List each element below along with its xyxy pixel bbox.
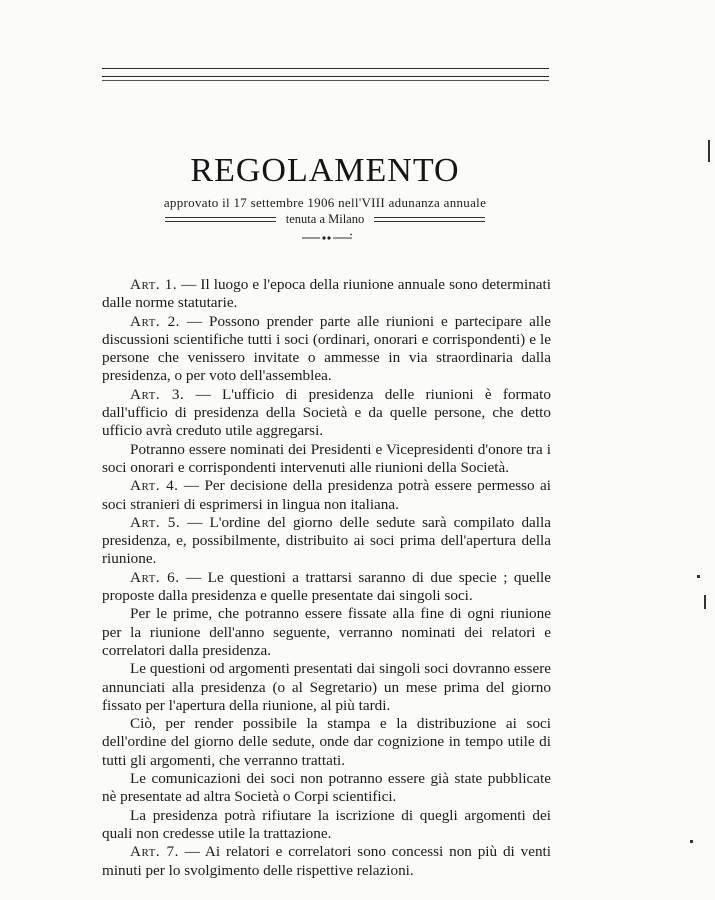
article-text: Potranno essere nominati dei Presidenti e Vicepresidenti d'onore tra i soci onorari e corrispondenti intervenuti alle riunioni della Società. [102,440,551,476]
article-text: — L'ufficio di presidenza delle riunioni è formato dall'ufficio di presidenza della Società e da quelle persone, che detto ufficio avrà creduto utile aggregarsi. [102,385,551,440]
ornament-divider [300,233,355,241]
article-paragraph [102,660,551,715]
scan-mark [690,840,693,843]
page-title: REGOLAMENTO [190,152,460,189]
scan-mark [704,595,706,609]
article-paragraph [102,569,551,606]
article-label: Art. 3. [130,385,185,403]
article-text: Ciò, per render possibile la stampa e la distribuzione ai soci dell'ordine del giorno delle sedute, onde dar cognizione in tempo utile di tutti gli argomenti, che verranno trattati. [102,715,551,769]
article-paragraph [102,843,551,880]
article-text: Le comunicazioni dei soci non potranno essere già state pubblicate nè presentate ad altra Società o Corpi scientifici. [102,770,551,806]
top-rule [102,76,549,77]
article-paragraph [102,276,551,313]
scan-mark [697,575,700,578]
article-text: — Il luogo e l'epoca della riunione annuale sono determinati dalle norme statutarie. [102,276,551,312]
subtitle: approvato il 17 settembre 1906 nell'VIII adunanza annuale [163,195,487,210]
article-paragraph [102,441,551,478]
double-rule-left [165,217,276,222]
double-rule-right [374,217,485,222]
subtitle-location-row [165,212,485,227]
article-paragraph [102,770,551,807]
article-paragraph [102,807,551,844]
scan-mark [708,140,710,162]
top-rule [102,80,549,81]
article-text: — L'ordine del giorno delle sedute sarà compilato dalla presidenza, e, possibilmente, distribuito ai soci prima dell'apertura della riunione. [102,513,551,568]
article-text: Per le prime, che potranno essere fissate alla fine di ogni riunione per la riunione dell'anno seguente, verranno nominati dei relatori e correlatori dalla presidenza. [102,605,551,659]
article-text: Le questioni od argomenti presentati dai singoli soci dovranno essere annunciati alla presidenza (o al Segretario) un mese prima del giorno fissato per l'apertura della riunione, al più tardi. [102,660,551,714]
article-label: Art. 6. [130,568,180,586]
article-text: — Possono prender parte alle riunioni e partecipare alle discussioni scientifiche tutti i soci (ordinari, onorari e corrispondenti) e le persone che venissero invitate o ammesse in via straordinaria dalla presidenza, o per voto dell'assemblea. [102,312,551,385]
article-paragraph [102,514,551,569]
article-paragraph [102,605,551,660]
article-paragraph [102,386,551,441]
article-paragraph [102,313,551,386]
article-label: Art. 5. [130,513,181,531]
article-paragraph [102,477,551,514]
article-label: Art. 1. [130,276,178,293]
location-text: tenuta a Milano [285,212,365,226]
article-label: Art. 2. [130,312,180,330]
article-label: Art. 4. [130,477,179,495]
article-text: — Ai relatori e correlatori sono concessi non più di venti minuti per lo svolgimento delle rispettive relazioni. [102,843,551,879]
article-text: La presidenza potrà rifiutare la iscrizione di quegli argomenti dei quali non credesse utile la trattazione. [102,806,551,842]
article-text: — Per decisione della presidenza potrà essere permesso ai soci stranieri di esprimersi in lingua non italiana. [102,477,551,513]
article-text: — Le questioni a trattarsi saranno di due specie ; quelle proposte dalla presidenza e quelle presentate dai singoli soci. [102,568,551,605]
top-rule [102,68,549,69]
regulation-body [102,276,551,880]
article-label: Art. 7. [130,843,179,861]
article-paragraph [102,715,551,770]
